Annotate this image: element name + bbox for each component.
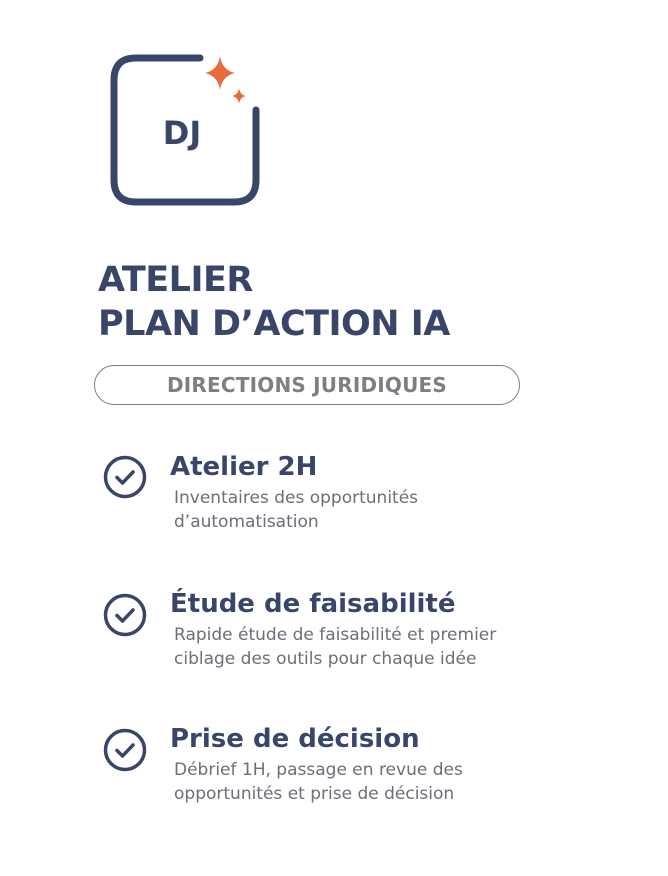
- feature-description: [174, 758, 463, 806]
- feature-description-line: Inventaires des opportunités: [174, 488, 419, 508]
- title-line-2: PLAN D’ACTION IA: [98, 304, 450, 344]
- feature-title: Atelier 2H: [170, 452, 318, 482]
- sparkle-icon: [205, 56, 235, 90]
- title-line-1: ATELIER: [98, 260, 253, 300]
- feature-description-line: Rapide étude de faisabilité et premier: [174, 625, 497, 645]
- feature-description-line: Débrief 1H, passage en revue des: [174, 760, 463, 780]
- feature-description: [174, 623, 496, 671]
- feature-title: Étude de faisabilité: [170, 589, 456, 619]
- check-circle-icon: [102, 592, 148, 638]
- feature-description-line: opportunités et prise de décision: [174, 784, 455, 804]
- feature-title: Prise de décision: [170, 724, 420, 754]
- feature-description: [174, 486, 418, 534]
- check-circle-icon: [102, 727, 148, 773]
- logo-initials: DJ: [162, 114, 202, 152]
- small-sparkle-icon: [232, 88, 246, 104]
- check-circle-icon: [102, 454, 148, 500]
- feature-description-line: d’automatisation: [174, 512, 319, 532]
- logo-frame: [106, 48, 266, 208]
- page-title: [98, 258, 450, 346]
- logo: [106, 48, 266, 208]
- feature-description-line: ciblage des outils pour chaque idée: [174, 649, 477, 669]
- audience-badge: DIRECTIONS JURIDIQUES: [94, 365, 520, 405]
